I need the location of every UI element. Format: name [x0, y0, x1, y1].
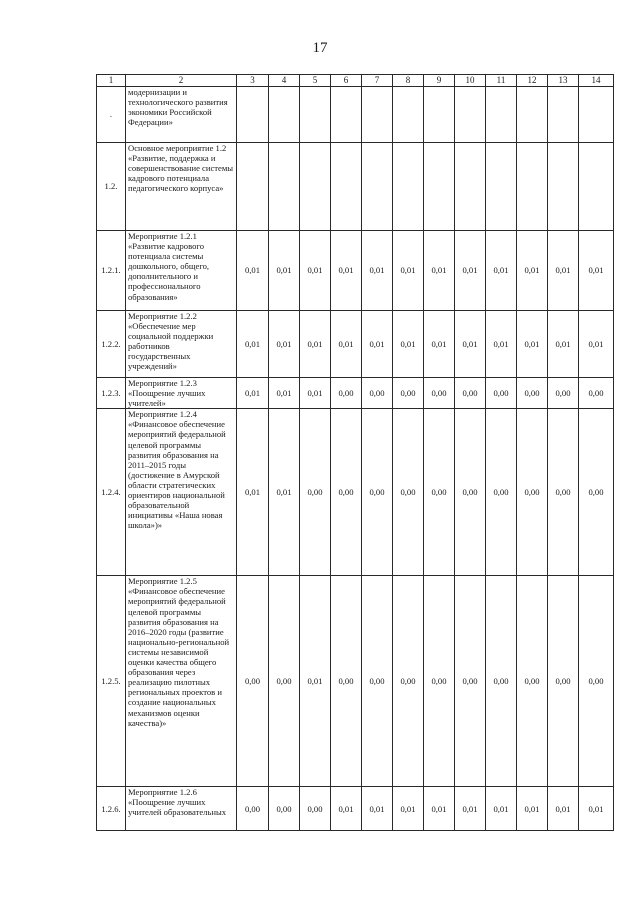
row-value: 0,01	[579, 231, 614, 311]
row-value: 0,00	[486, 576, 517, 787]
column-header: 8	[393, 75, 424, 87]
row-value: 0,01	[424, 787, 455, 831]
row-value: 0,01	[331, 311, 362, 378]
row-description: Мероприятие 1.2.3 «Поощрение лучших учителей»	[126, 378, 237, 409]
row-description: Мероприятие 1.2.2 «Обеспечение мер социальной поддержки работников государственных учреждений»	[126, 311, 237, 378]
table-row	[97, 311, 614, 378]
row-value: 0,01	[393, 311, 424, 378]
row-description: Мероприятие 1.2.6 «Поощрение лучших учителей образовательных	[126, 787, 237, 831]
row-value	[455, 87, 486, 143]
row-value: 0,00	[300, 409, 331, 576]
row-value: 0,01	[517, 787, 548, 831]
row-value: 0,00	[579, 378, 614, 409]
row-value: 0,00	[300, 787, 331, 831]
row-value: 0,01	[237, 378, 269, 409]
row-value	[579, 143, 614, 231]
row-value: 0,01	[486, 231, 517, 311]
row-value	[362, 87, 393, 143]
row-value: 0,01	[362, 311, 393, 378]
row-value: 0,01	[331, 787, 362, 831]
table-row	[97, 87, 614, 143]
page-number: 17	[312, 40, 328, 56]
row-value: 0,00	[269, 576, 300, 787]
row-value: 0,00	[517, 576, 548, 787]
row-value	[331, 87, 362, 143]
row-value: 0,00	[362, 378, 393, 409]
row-value: 0,00	[393, 378, 424, 409]
row-value: 0,01	[455, 231, 486, 311]
row-description: Мероприятие 1.2.5 «Финансовое обеспечение мероприятий федеральной целевой программы развития образования на 2016–2020 годы (развитие национально-региональной системы независимой оценки качества общего образования через реализацию пилотных региональных проектов и создание национальных механизмов оценки качества)»	[126, 576, 237, 787]
row-value: 0,01	[548, 231, 579, 311]
row-value: 0,00	[237, 787, 269, 831]
row-code: 1.2.1.	[97, 231, 126, 311]
budget-table	[96, 74, 614, 831]
row-value: 0,00	[362, 409, 393, 576]
row-value: 0,00	[269, 787, 300, 831]
column-header: 10	[455, 75, 486, 87]
column-header: 7	[362, 75, 393, 87]
row-value: 0,01	[424, 311, 455, 378]
row-value: 0,01	[331, 231, 362, 311]
table-row	[97, 231, 614, 311]
row-value: 0,01	[237, 231, 269, 311]
row-value: 0,00	[455, 409, 486, 576]
row-value	[300, 143, 331, 231]
row-value: 0,01	[393, 787, 424, 831]
row-value	[362, 143, 393, 231]
row-value: 0,00	[393, 409, 424, 576]
row-value: 0,01	[237, 311, 269, 378]
row-value	[393, 87, 424, 143]
row-value: 0,01	[455, 787, 486, 831]
row-value: 0,00	[393, 576, 424, 787]
row-value: 0,00	[517, 378, 548, 409]
column-header: 1	[97, 75, 126, 87]
table-row	[97, 409, 614, 576]
row-description: Мероприятие 1.2.1 «Развитие кадрового потенциала системы дошкольного, общего, дополнительного и профессионального образования»	[126, 231, 237, 311]
row-value	[424, 87, 455, 143]
column-header: 2	[126, 75, 237, 87]
row-value: 0,00	[548, 378, 579, 409]
row-value: 0,00	[455, 576, 486, 787]
row-value: 0,01	[486, 311, 517, 378]
column-header: 11	[486, 75, 517, 87]
row-description: Основное мероприятие 1.2 «Развитие, поддержка и совершенствование системы кадрового потенциала педагогического корпуса»	[126, 143, 237, 231]
column-header: 12	[517, 75, 548, 87]
row-value: 0,00	[579, 576, 614, 787]
column-header: 4	[269, 75, 300, 87]
row-value: 0,01	[300, 231, 331, 311]
row-code: .	[97, 87, 126, 143]
row-code: 1.2.4.	[97, 409, 126, 576]
row-value: 0,01	[269, 378, 300, 409]
row-value: 0,01	[517, 231, 548, 311]
row-value	[269, 87, 300, 143]
row-value: 0,00	[517, 409, 548, 576]
row-value	[486, 87, 517, 143]
row-value: 0,01	[548, 787, 579, 831]
column-header: 5	[300, 75, 331, 87]
row-value: 0,01	[269, 231, 300, 311]
table-header-row	[97, 75, 614, 87]
row-value	[486, 143, 517, 231]
row-code: 1.2.3.	[97, 378, 126, 409]
table-row	[97, 143, 614, 231]
row-value: 0,00	[548, 576, 579, 787]
row-value: 0,01	[362, 787, 393, 831]
row-value	[331, 143, 362, 231]
row-value: 0,01	[269, 409, 300, 576]
table-row	[97, 787, 614, 831]
row-value: 0,01	[486, 787, 517, 831]
row-code: 1.2.	[97, 143, 126, 231]
row-code: 1.2.2.	[97, 311, 126, 378]
column-header: 14	[579, 75, 614, 87]
row-code: 1.2.6.	[97, 787, 126, 831]
table-body	[97, 87, 614, 831]
row-value	[548, 87, 579, 143]
row-value: 0,00	[362, 576, 393, 787]
row-value: 0,01	[237, 409, 269, 576]
row-value	[393, 143, 424, 231]
row-value: 0,00	[548, 409, 579, 576]
column-header: 13	[548, 75, 579, 87]
row-value	[237, 143, 269, 231]
table-row	[97, 576, 614, 787]
row-value: 0,01	[300, 378, 331, 409]
row-value: 0,00	[486, 409, 517, 576]
row-value	[455, 143, 486, 231]
row-value: 0,01	[393, 231, 424, 311]
row-value: 0,00	[331, 378, 362, 409]
row-value: 0,00	[331, 576, 362, 787]
row-value: 0,01	[579, 787, 614, 831]
row-value: 0,01	[424, 231, 455, 311]
row-value: 0,00	[331, 409, 362, 576]
row-description: Мероприятие 1.2.4 «Финансовое обеспечение мероприятий федеральной целевой программы развития образования на 2011–2015 годы (достижение в Амурской области стратегических ориентиров национальной образовательной инициативы «Наша новая школа»)»	[126, 409, 237, 576]
row-value	[517, 143, 548, 231]
table-row	[97, 378, 614, 409]
row-value: 0,00	[237, 576, 269, 787]
row-value: 0,01	[300, 311, 331, 378]
row-value: 0,00	[579, 409, 614, 576]
row-value	[517, 87, 548, 143]
row-value	[237, 87, 269, 143]
row-value	[300, 87, 331, 143]
row-value: 0,01	[517, 311, 548, 378]
column-header: 6	[331, 75, 362, 87]
row-value: 0,00	[424, 378, 455, 409]
row-value: 0,00	[486, 378, 517, 409]
row-value	[579, 87, 614, 143]
column-header: 9	[424, 75, 455, 87]
row-value: 0,01	[362, 231, 393, 311]
row-value: 0,01	[579, 311, 614, 378]
row-value: 0,01	[455, 311, 486, 378]
row-value	[548, 143, 579, 231]
row-description: модернизации и технологического развития экономики Российской Федерации»	[126, 87, 237, 143]
row-value: 0,01	[269, 311, 300, 378]
row-code: 1.2.5.	[97, 576, 126, 787]
row-value: 0,01	[300, 576, 331, 787]
column-header: 3	[237, 75, 269, 87]
row-value: 0,01	[548, 311, 579, 378]
row-value: 0,00	[424, 576, 455, 787]
row-value	[424, 143, 455, 231]
row-value: 0,00	[455, 378, 486, 409]
row-value: 0,00	[424, 409, 455, 576]
row-value	[269, 143, 300, 231]
